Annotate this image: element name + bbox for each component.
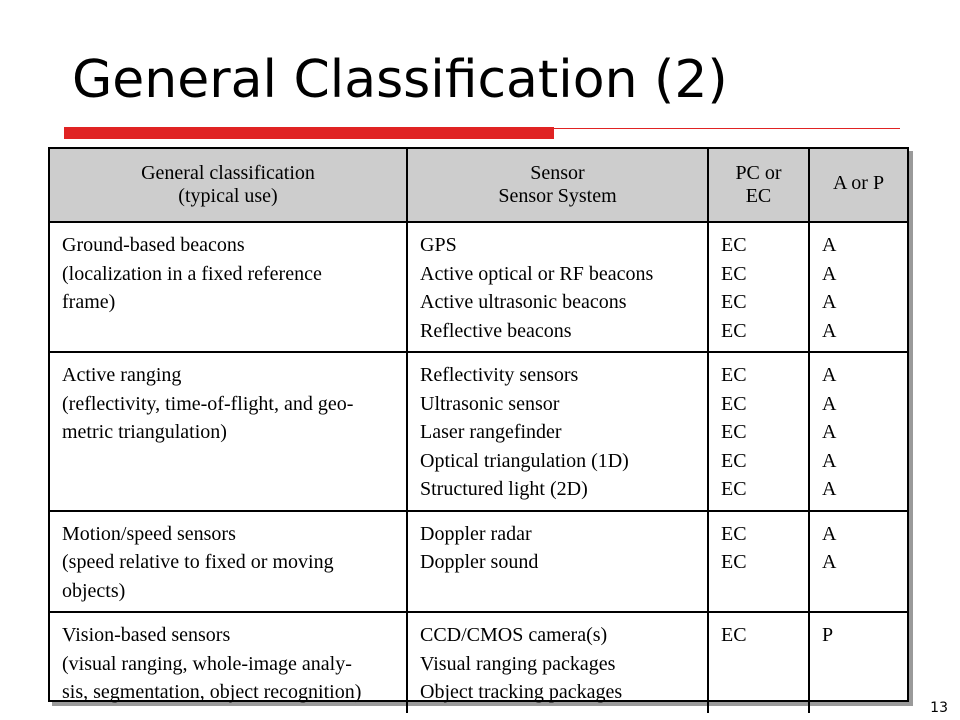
header-a-or-p <box>809 149 907 222</box>
cell-a-or-p <box>809 352 907 511</box>
cell-classification <box>50 352 407 511</box>
cell-line: EC <box>721 392 747 415</box>
cell-line: A <box>822 234 837 256</box>
cell-line: EC <box>721 291 747 313</box>
cell-sensors <box>407 352 708 511</box>
header-text: EC <box>745 185 772 207</box>
cell-pc-or-ec <box>708 222 809 352</box>
page-number: 13 <box>930 700 948 716</box>
cell-line: P <box>822 624 834 646</box>
cell-line: A <box>822 291 837 313</box>
cell-a-or-p <box>809 222 907 352</box>
cell-line: sis, segmentation, object recognition) <box>62 681 362 703</box>
cell-a-or-p <box>809 511 907 613</box>
cell-line: Ground-based beacons <box>62 234 245 256</box>
cell-line: Ultrasonic sensor <box>420 392 560 415</box>
table-row <box>50 612 907 713</box>
cell-line: EC <box>721 234 747 256</box>
header-general-classification <box>50 149 407 222</box>
cell-line: A <box>822 449 837 472</box>
cell-line: Doppler sound <box>420 551 539 573</box>
slide-title: General Classification (2) <box>72 50 728 110</box>
header-text: Sensor System <box>498 185 617 207</box>
cell-pc-or-ec <box>708 511 809 613</box>
header-text: General classification <box>141 162 315 184</box>
cell-line: EC <box>721 364 747 386</box>
title-underline-thin <box>554 128 900 129</box>
cell-line: A <box>822 421 837 443</box>
classification-table-grid <box>50 149 907 713</box>
cell-line: Structured light (2D) <box>420 478 588 500</box>
header-text: Sensor <box>530 162 585 184</box>
cell-line: A <box>822 551 837 573</box>
cell-pc-or-ec <box>708 352 809 511</box>
cell-line: A <box>822 392 837 415</box>
cell-line: Motion/speed sensors <box>62 522 236 545</box>
cell-line: EC <box>721 522 747 545</box>
cell-line: A <box>822 522 837 545</box>
header-text: (typical use) <box>178 185 278 207</box>
cell-line: frame) <box>62 291 116 313</box>
cell-a-or-p <box>809 612 907 713</box>
table-header-row <box>50 149 907 222</box>
cell-line: EC <box>721 478 747 500</box>
cell-line: A <box>822 478 837 500</box>
cell-sensors <box>407 511 708 613</box>
header-sensor-system <box>407 149 708 222</box>
sensor-classification-table <box>48 147 909 702</box>
cell-line: Active ultrasonic beacons <box>420 291 627 313</box>
cell-line: Laser rangefinder <box>420 421 562 443</box>
cell-line: EC <box>721 624 747 646</box>
cell-line: metric triangulation) <box>62 421 227 443</box>
cell-line: Object tracking packages <box>420 681 623 703</box>
cell-line: objects) <box>62 579 126 602</box>
table-row <box>50 222 907 352</box>
cell-classification <box>50 511 407 613</box>
cell-pc-or-ec <box>708 612 809 713</box>
cell-line: A <box>822 364 837 386</box>
cell-sensors <box>407 612 708 713</box>
cell-line: Visual ranging packages <box>420 652 616 675</box>
cell-line: Reflectivity sensors <box>420 364 579 386</box>
cell-line: (reflectivity, time-of-flight, and geo- <box>62 392 354 415</box>
cell-line: A <box>822 319 837 342</box>
header-pc-or-ec <box>708 149 809 222</box>
cell-line: EC <box>721 421 747 443</box>
cell-line: A <box>822 262 837 285</box>
cell-line: EC <box>721 262 747 285</box>
cell-line: EC <box>721 319 747 342</box>
cell-line: Optical triangulation (1D) <box>420 449 629 472</box>
cell-classification <box>50 612 407 713</box>
table-row <box>50 511 907 613</box>
cell-line: Reflective beacons <box>420 319 572 342</box>
header-text: A or P <box>832 171 885 194</box>
cell-line: Active optical or RF beacons <box>420 262 654 285</box>
cell-line: EC <box>721 551 747 573</box>
cell-line: Doppler radar <box>420 522 532 545</box>
cell-classification <box>50 222 407 352</box>
table-body <box>50 222 907 713</box>
cell-line: CCD/CMOS camera(s) <box>420 624 608 646</box>
cell-line: GPS <box>420 234 457 256</box>
header-text: PC or <box>735 162 782 184</box>
cell-line: Vision-based sensors <box>62 624 231 646</box>
cell-line: EC <box>721 449 747 472</box>
cell-line: (visual ranging, whole-image analy- <box>62 652 352 675</box>
cell-line: (localization in a fixed reference <box>62 262 322 285</box>
title-underline-accent <box>64 127 554 139</box>
table-row <box>50 352 907 511</box>
cell-line: Active ranging <box>62 364 182 386</box>
cell-line: (speed relative to fixed or moving <box>62 551 334 573</box>
cell-sensors <box>407 222 708 352</box>
